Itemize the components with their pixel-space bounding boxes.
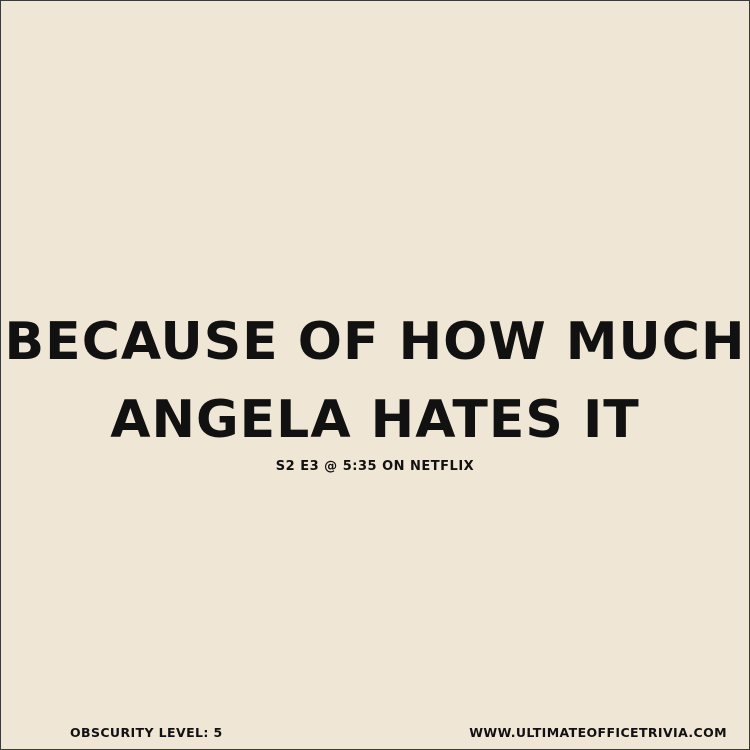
- answer-text: [1, 303, 749, 459]
- episode-reference: S2 E3 @ 5:35 ON NETFLIX: [275, 459, 475, 474]
- answer-line-2: ANGELA HATES IT: [110, 390, 640, 450]
- obscurity-level: OBSCURITY LEVEL: 5: [70, 725, 223, 740]
- answer-line-1: BECAUSE OF HOW MUCH: [4, 312, 746, 372]
- website-url: WWW.ULTIMATEOFFICETRIVIA.COM: [469, 725, 727, 740]
